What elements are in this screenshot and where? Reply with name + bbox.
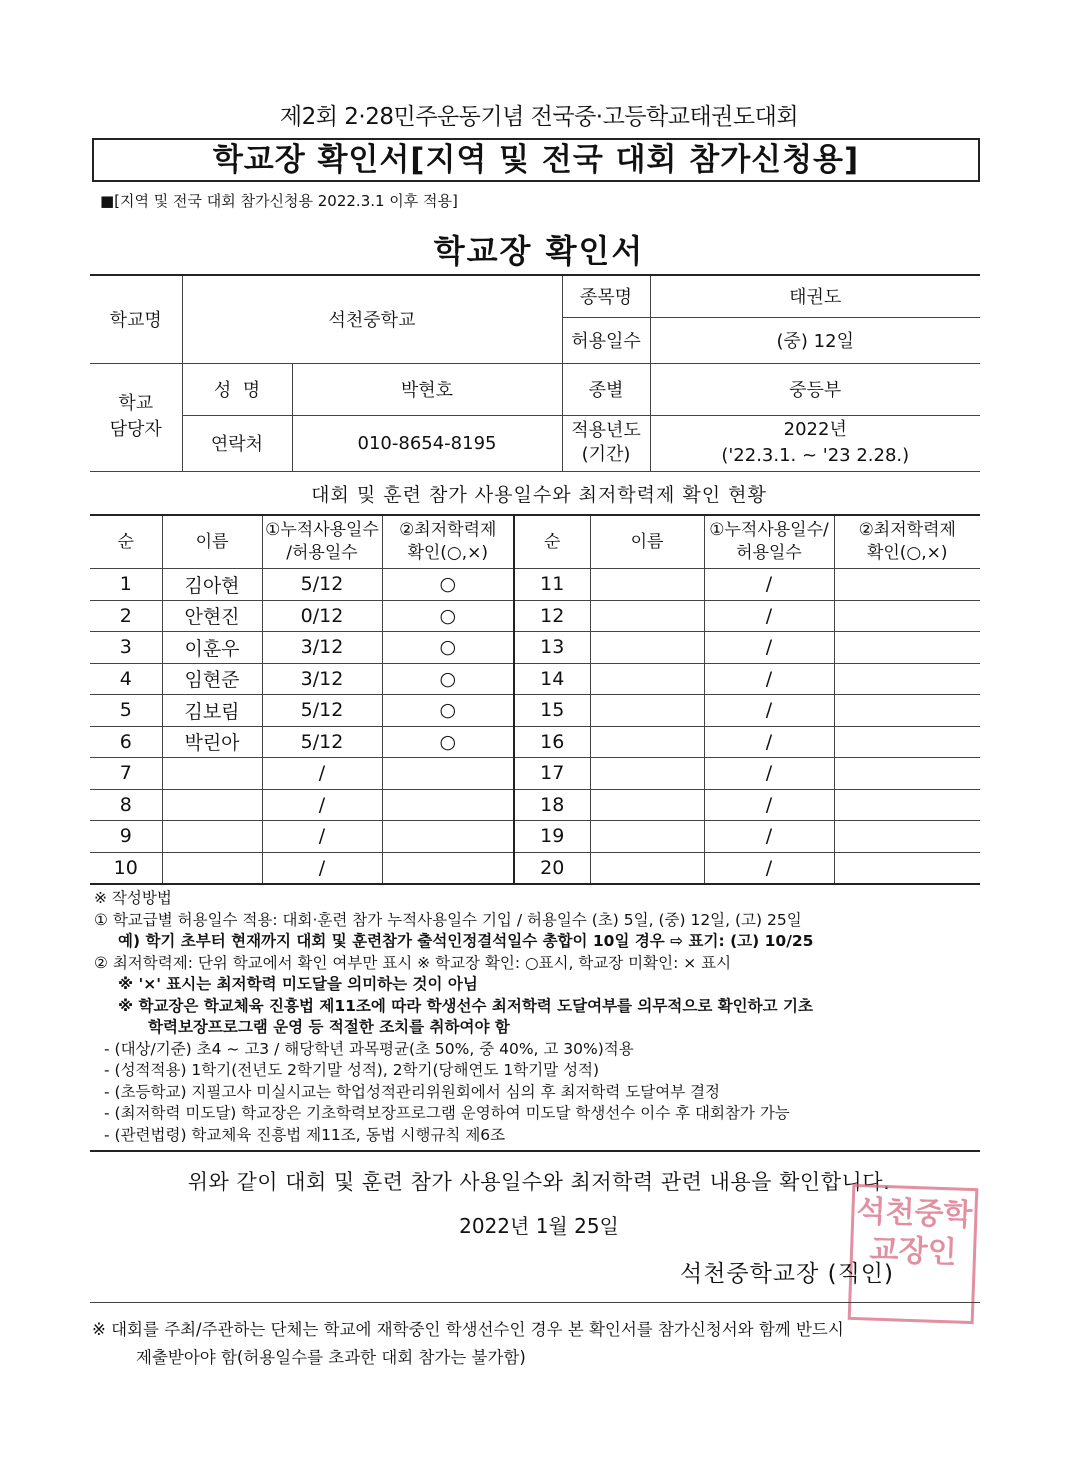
table-cell: ○ xyxy=(382,632,514,664)
table-cell xyxy=(834,789,980,821)
manager-label: 학교 담당자 xyxy=(90,363,182,471)
header-cell: ①누적사용일수/ 허용일수 xyxy=(704,515,834,569)
table-cell xyxy=(834,632,980,664)
instruction-line: ※ '×' 표시는 최저학력 미도달을 의미하는 것이 아님 xyxy=(118,975,478,993)
table-cell: / xyxy=(262,821,382,853)
table-cell: / xyxy=(704,569,834,601)
table-cell: 2 xyxy=(90,600,162,632)
table-cell: / xyxy=(704,852,834,884)
table-cell: 4 xyxy=(90,663,162,695)
table-cell: 3 xyxy=(90,632,162,664)
instruction-line: - (관련법령) 학교체육 진흥법 제11조, 동법 시행규칙 제6조 xyxy=(104,1125,506,1144)
table-cell xyxy=(834,569,980,601)
table-cell: 0/12 xyxy=(262,600,382,632)
table-cell xyxy=(590,600,704,632)
table-cell: 5/12 xyxy=(262,569,382,601)
table-row xyxy=(90,758,980,790)
table-cell: 19 xyxy=(514,821,590,853)
table-cell: ○ xyxy=(382,600,514,632)
table-cell: 5 xyxy=(90,695,162,727)
table-cell xyxy=(590,663,704,695)
table-cell xyxy=(834,852,980,884)
table-cell: 20 xyxy=(514,852,590,884)
issue-date: 2022년 1월 25일 xyxy=(459,1214,619,1238)
applicable-year-label: 적용년도 (기간) xyxy=(562,415,650,471)
table-cell xyxy=(590,726,704,758)
header-cell: ①누적사용일수 /허용일수 xyxy=(262,515,382,569)
instructions xyxy=(94,888,994,1146)
table-cell: 12 xyxy=(514,600,590,632)
header-cell: 이름 xyxy=(590,515,704,569)
official-seal xyxy=(848,1184,979,1324)
instruction-line: - (초등학교) 지필고사 미실시교는 학업성적관리위원회에서 심의 후 최저학력 도달여부 결정 xyxy=(104,1082,721,1101)
table-cell xyxy=(162,758,262,790)
table-cell: / xyxy=(704,632,834,664)
table-cell: / xyxy=(704,695,834,727)
table-cell xyxy=(162,789,262,821)
category-value: 중등부 xyxy=(650,363,980,415)
table-cell: 11 xyxy=(514,569,590,601)
header-cell: 이름 xyxy=(162,515,262,569)
signer: 석천중학교장 (직인) xyxy=(680,1261,895,1287)
table-cell: 9 xyxy=(90,821,162,853)
table-cell: 18 xyxy=(514,789,590,821)
header-cell: 순 xyxy=(90,515,162,569)
table-cell: 5/12 xyxy=(262,726,382,758)
participation-table xyxy=(90,514,980,885)
header-cell: 순 xyxy=(514,515,590,569)
table-cell xyxy=(834,600,980,632)
school-info-table xyxy=(90,274,980,472)
contact-label: 연락처 xyxy=(182,415,292,471)
table-cell: / xyxy=(704,726,834,758)
table-cell: / xyxy=(704,600,834,632)
table-cell: / xyxy=(704,758,834,790)
event-value: 태권도 xyxy=(650,275,980,317)
divider xyxy=(90,1302,980,1303)
table-cell xyxy=(162,852,262,884)
school-name-label: 학교명 xyxy=(90,275,182,363)
table-cell: 임현준 xyxy=(162,663,262,695)
table-cell xyxy=(590,758,704,790)
table-cell xyxy=(382,852,514,884)
allowed-days-label: 허용일수 xyxy=(562,317,650,363)
table-cell: / xyxy=(704,663,834,695)
table-cell: ○ xyxy=(382,569,514,601)
table-cell xyxy=(382,789,514,821)
table-cell: ○ xyxy=(382,663,514,695)
table-cell: 3/12 xyxy=(262,663,382,695)
table-row xyxy=(90,726,980,758)
table-cell: 14 xyxy=(514,663,590,695)
table-cell: / xyxy=(704,821,834,853)
allowed-days-value: (중) 12일 xyxy=(650,317,980,363)
table-cell: 1 xyxy=(90,569,162,601)
table-cell xyxy=(834,695,980,727)
table-cell: 5/12 xyxy=(262,695,382,727)
applicable-year-value: 2022년 ('22.3.1. ~ '23 2.28.) xyxy=(650,415,980,471)
table-cell xyxy=(162,821,262,853)
table-cell xyxy=(590,632,704,664)
table-row xyxy=(90,695,980,727)
table-cell xyxy=(590,695,704,727)
header-cell: ②최저학력제 확인(○,×) xyxy=(382,515,514,569)
table-cell: / xyxy=(262,758,382,790)
confirmation-statement: 위와 같이 대회 및 훈련 참가 사용일수와 최저학력 관련 내용을 확인합니다. xyxy=(187,1170,891,1194)
table-cell: 김보림 xyxy=(162,695,262,727)
table-cell xyxy=(382,821,514,853)
document-title-box: 학교장 확인서[지역 및 전국 대회 참가신청용] xyxy=(92,138,980,182)
table-cell: 13 xyxy=(514,632,590,664)
table-cell xyxy=(590,852,704,884)
table-cell: 박린아 xyxy=(162,726,262,758)
table-cell: 안현진 xyxy=(162,600,262,632)
table-cell: 16 xyxy=(514,726,590,758)
table-cell xyxy=(834,726,980,758)
seal-text: 석천중학 교장인 xyxy=(855,1194,973,1271)
instruction-line: - (성적적용) 1학기(전년도 2학기말 성적), 2학기(당해연도 1학기말 성적) xyxy=(104,1061,600,1079)
table-cell: / xyxy=(704,789,834,821)
table-cell: 17 xyxy=(514,758,590,790)
manager-name-label: 성 명 xyxy=(182,363,292,415)
table-cell: 김아현 xyxy=(162,569,262,601)
table-row xyxy=(90,663,980,695)
event-title: 제2회 2·28민주운동기념 전국중·고등학교태권도대회 xyxy=(279,104,799,130)
divider xyxy=(90,1150,980,1152)
table-row xyxy=(90,600,980,632)
instructions-title: ※ 작성방법 xyxy=(94,889,172,907)
table-cell: 3/12 xyxy=(262,632,382,664)
instruction-line: ※ 학교장은 학교체육 진흥법 제11조에 따라 학생선수 최저학력 도달여부를 의무적으로 확인하고 기초 xyxy=(118,996,813,1015)
table-cell: 15 xyxy=(514,695,590,727)
table-cell: 이훈우 xyxy=(162,632,262,664)
table-row xyxy=(90,569,980,601)
status-section-title: 대회 및 훈련 참가 사용일수와 최저학력제 확인 현황 xyxy=(311,484,767,506)
footnote-line: ※ 대회를 주최/주관하는 단체는 학교에 재학중인 학생선수인 경우 본 확인서를 참가신청서와 함께 반드시 xyxy=(92,1320,844,1339)
table-cell xyxy=(834,758,980,790)
table-cell: ○ xyxy=(382,726,514,758)
footnote xyxy=(92,1316,982,1372)
applicability-note: ■[지역 및 전국 대회 참가신청용 2022.3.1 이후 적용] xyxy=(100,192,458,210)
table-cell xyxy=(834,821,980,853)
event-label: 종목명 xyxy=(562,275,650,317)
manager-name-value: 박현호 xyxy=(292,363,562,415)
category-label: 종별 xyxy=(562,363,650,415)
form-title: 학교장 확인서 xyxy=(433,232,645,270)
instruction-line: - (최저학력 미도달) 학교장은 기초학력보장프로그램 운영하여 미도달 학생선수 이수 후 대회참가 가능 xyxy=(104,1104,790,1122)
table-cell xyxy=(590,789,704,821)
footnote-line: 제출받아야 함(허용일수를 초과한 대회 참가는 불가함) xyxy=(136,1348,526,1367)
table-row xyxy=(90,852,980,884)
instruction-line: ① 학교급별 허용일수 적용: 대회·훈련 참가 누적사용일수 기입 / 허용일수 (초) 5일, (중) 12일, (고) 25일 xyxy=(94,910,802,929)
table-cell: / xyxy=(262,789,382,821)
header-cell: ②최저학력제 확인(○,×) xyxy=(834,515,980,569)
instruction-line: - (대상/기준) 초4 ~ 고3 / 해당학년 과목평균(초 50%, 중 40%, 고 30%)적용 xyxy=(104,1039,634,1058)
table-row xyxy=(90,632,980,664)
contact-value: 010-8654-8195 xyxy=(292,415,562,471)
instruction-line: ② 최저학력제: 단위 학교에서 확인 여부만 표시 ※ 학교장 확인: ○표시, 학교장 미확인: × 표시 xyxy=(94,953,732,972)
table-cell xyxy=(590,821,704,853)
instruction-line: 예) 학기 초부터 현재까지 대회 및 훈련참가 출석인정결석일수 총합이 10일 경우 ⇨ 표기: (고) 10/25 xyxy=(118,932,814,950)
table-cell: 10 xyxy=(90,852,162,884)
table-cell: 7 xyxy=(90,758,162,790)
table-cell: 6 xyxy=(90,726,162,758)
table-cell xyxy=(834,663,980,695)
table-row xyxy=(90,821,980,853)
table-cell xyxy=(590,569,704,601)
table-cell: 8 xyxy=(90,789,162,821)
table-row xyxy=(90,789,980,821)
school-name-value: 석천중학교 xyxy=(182,275,562,363)
instruction-line: 학력보장프로그램 운영 등 적절한 조치를 취하여야 함 xyxy=(148,1018,510,1036)
table-cell xyxy=(382,758,514,790)
table-cell: / xyxy=(262,852,382,884)
table-cell: ○ xyxy=(382,695,514,727)
